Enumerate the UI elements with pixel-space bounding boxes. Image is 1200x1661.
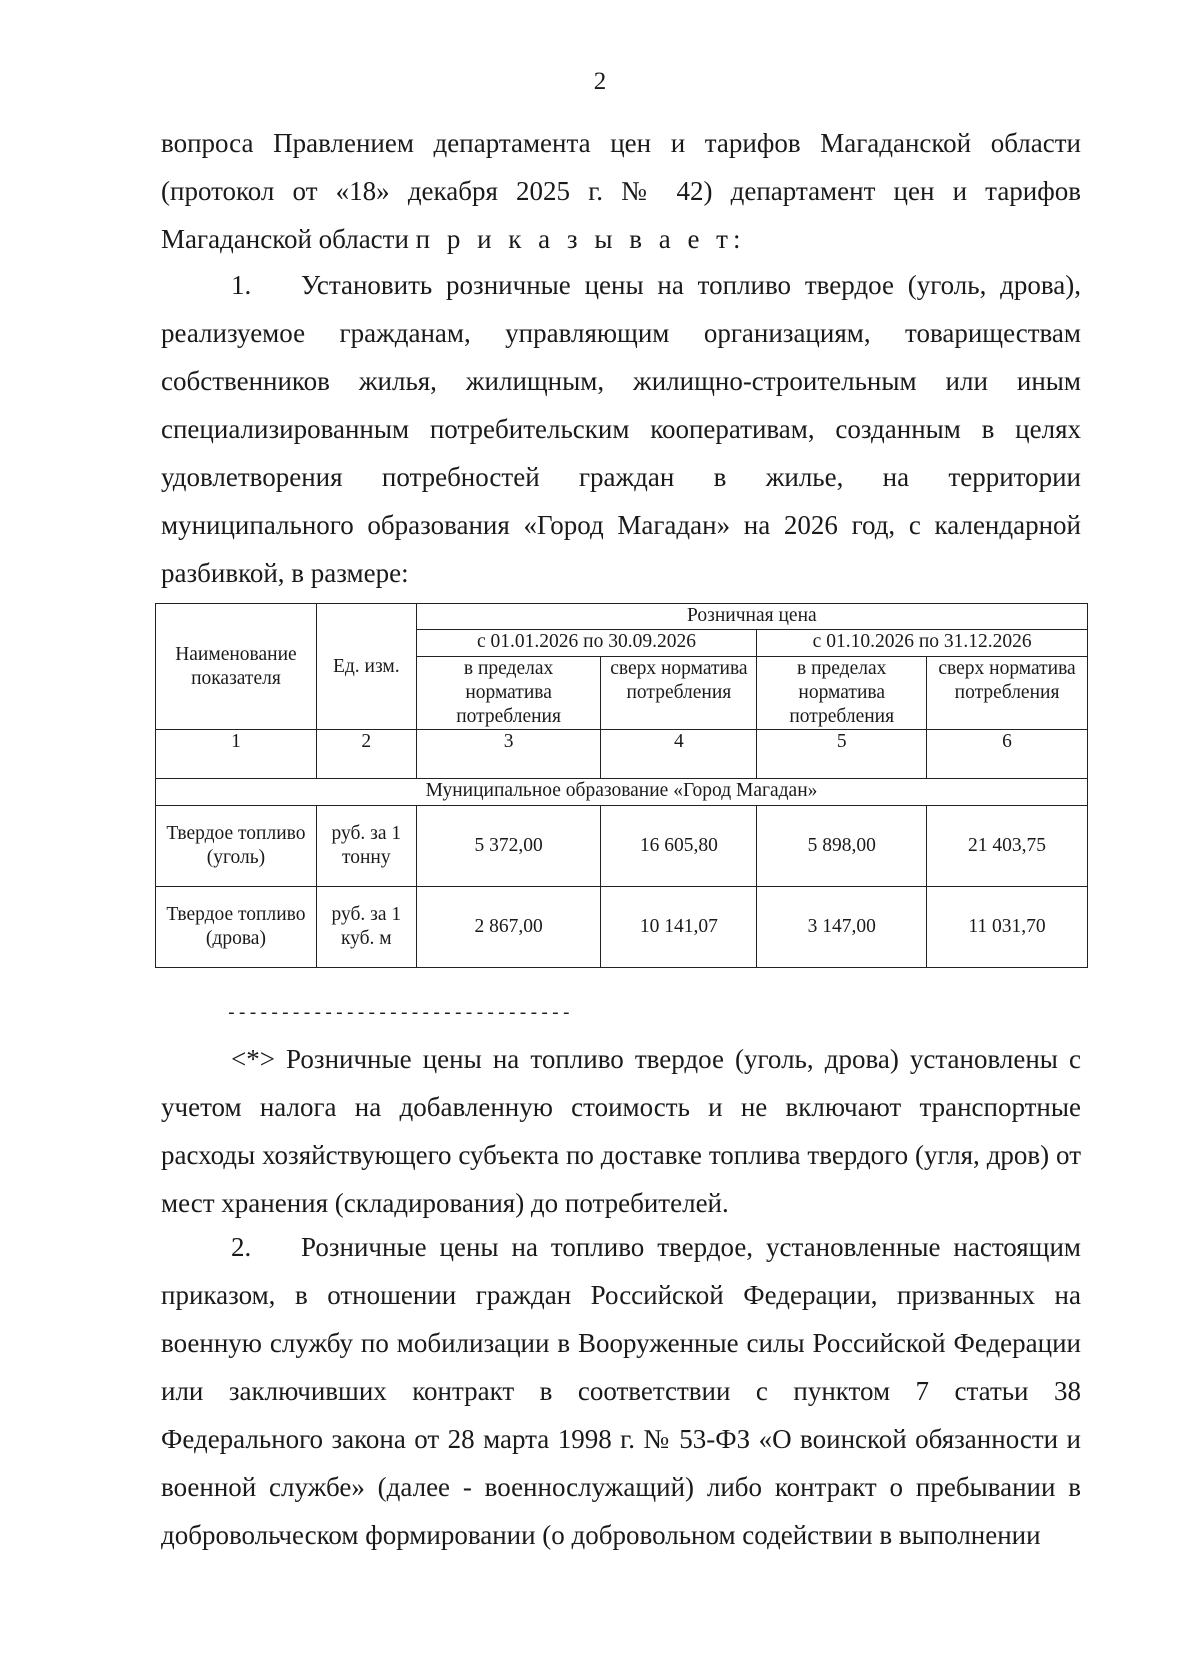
item-1-text: Установить розничные цены на топливо твердое (уголь, дрова), реализуемое гражданам, управляющим организациям, товариществам собственников жилья, жилищным, жилищно-строительным или иным специализированным потребительским кооперативам, созданным в целях удовлетворения потребностей граждан в жилье, на территории муниципального образования «Город Магадан» на 2026 год, с календарной разбивкой, в размере: xyxy=(161,270,1081,588)
price-cell: 5 372,00 xyxy=(416,806,601,887)
footnote-separator: -------------------------------- xyxy=(226,1004,572,1024)
table-row xyxy=(156,806,1088,887)
section-title: Муниципальное образование «Город Магадан» xyxy=(156,779,1088,806)
col-number: 3 xyxy=(416,730,601,779)
col-number: 6 xyxy=(927,730,1088,779)
item-1-number: 1. xyxy=(231,270,252,300)
price-cell: 10 141,07 xyxy=(601,887,757,968)
price-cell: 16 605,80 xyxy=(601,806,757,887)
header-above-norm-2: сверх норматива потребления xyxy=(927,657,1088,730)
price-cell: 11 031,70 xyxy=(927,887,1088,968)
price-cell: 21 403,75 xyxy=(927,806,1088,887)
item-2-paragraph xyxy=(161,1223,1081,1559)
item-2-text: Розничные цены на топливо твердое, установленные настоящим приказом, в отношении граждан Российской Федерации, призванных на военную службу по мобилизации в Вооруженные силы Российской Федерации или заключивших контракт в соответствии с пунктом 7 статьи 38 Федерального закона от 28 марта 1998 г. № 53-ФЗ «О воинской обязанности и военной службе» (далее - военнослужащий) либо контракт о пребывании в добровольческом формировании (о добровольном содействии в выполнении xyxy=(161,1232,1081,1550)
header-unit: Ед. изм. xyxy=(316,604,416,730)
header-retail-price: Розничная цена xyxy=(416,604,1087,630)
col-number: 2 xyxy=(316,730,416,779)
table-row xyxy=(156,887,1088,968)
price-table xyxy=(155,603,1088,968)
col-number: 5 xyxy=(757,730,927,779)
header-above-norm-1: сверх норматива потребления xyxy=(601,657,757,730)
intro-text: вопроса Правлением департамента цен и тарифов Магаданской области (протокол от «18» декабря 2025 г. № 42) департамент цен и тарифов Магаданской области xyxy=(161,128,1081,254)
item-1-paragraph xyxy=(161,261,1081,597)
header-period-1: с 01.01.2026 по 30.09.2026 xyxy=(416,630,757,657)
header-name: Наименование показателя xyxy=(156,604,317,730)
header-within-norm-2: в пределах норматива потребления xyxy=(757,657,927,730)
row-name: Твердое топливо (уголь) xyxy=(156,806,317,887)
item-2-number: 2. xyxy=(231,1232,252,1262)
col-number: 4 xyxy=(601,730,757,779)
price-cell: 3 147,00 xyxy=(757,887,927,968)
page-number: 2 xyxy=(593,68,607,95)
price-cell: 5 898,00 xyxy=(757,806,927,887)
price-cell: 2 867,00 xyxy=(416,887,601,968)
footnote-text: <*> Розничные цены на топливо твердое (уголь, дрова) установлены с учетом налога на добавленную стоимость и не включают транспортные расходы хозяйствующего субъекта по доставке топлива твердого (угля, дров) от мест хранения (складирования) до потребителей. xyxy=(161,1044,1081,1218)
header-within-norm-1: в пределах норматива потребления xyxy=(416,657,601,730)
col-number: 1 xyxy=(156,730,317,779)
intro-paragraph xyxy=(161,119,1081,263)
row-name: Твердое топливо (дрова) xyxy=(156,887,317,968)
order-word: п р и к а з ы в а е т: xyxy=(415,224,746,254)
footnote-paragraph xyxy=(161,1035,1081,1227)
row-unit: руб. за 1 тонну xyxy=(316,806,416,887)
header-period-2: с 01.10.2026 по 31.12.2026 xyxy=(757,630,1088,657)
row-unit: руб. за 1 куб. м xyxy=(316,887,416,968)
